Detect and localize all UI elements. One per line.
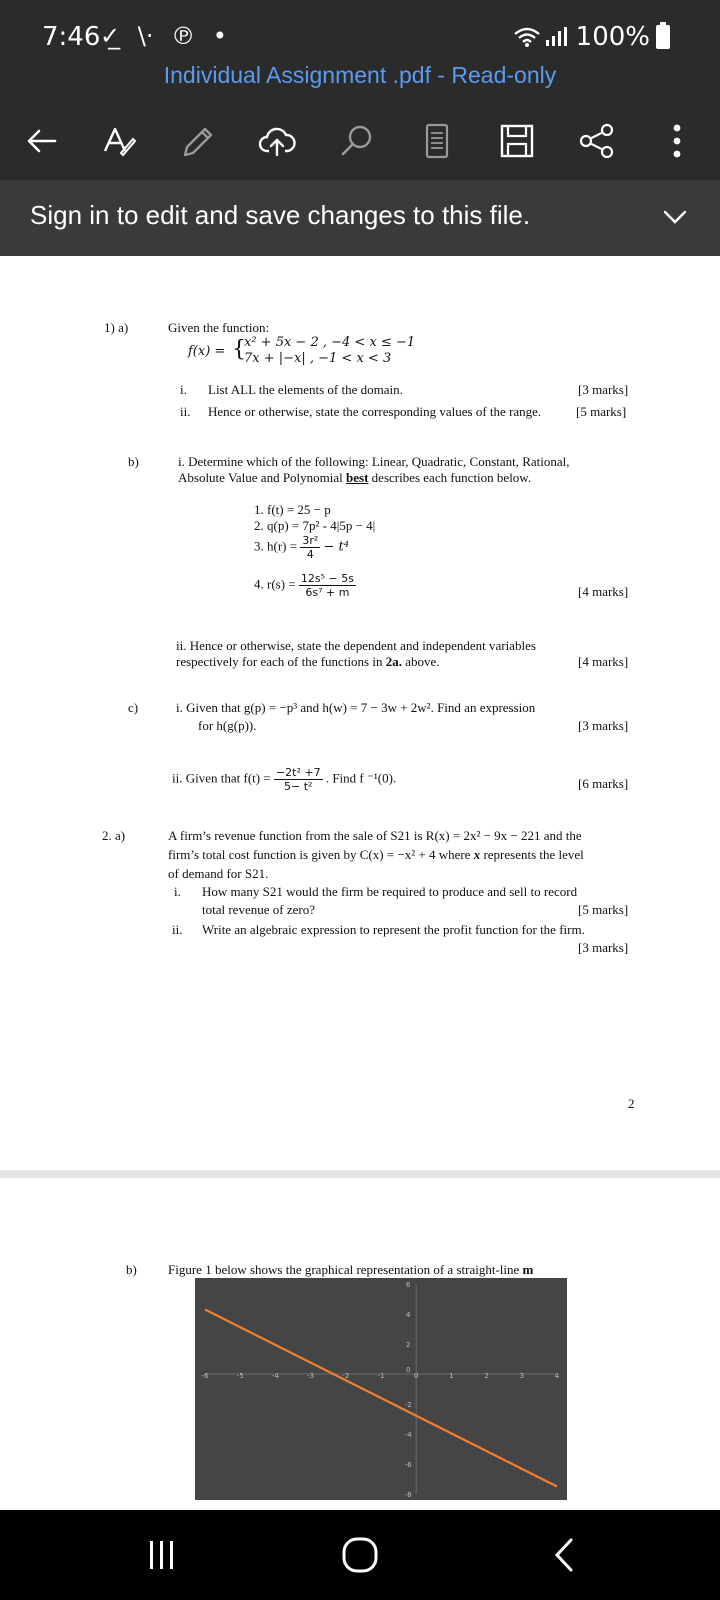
toolbar — [0, 108, 720, 174]
q1b-ii-marks: [4 marks] — [578, 654, 629, 669]
q1c-num: c) — [128, 700, 139, 715]
q1-number: 1) a) — [104, 320, 129, 335]
q2b-num: b) — [126, 1262, 137, 1277]
function-4 — [254, 572, 356, 599]
q1b-best-word: best — [346, 470, 369, 485]
q2a-line1: A firm’s revenue function from the sale of S21 is R(x) = 2x² − 9x − 221 and the — [168, 828, 582, 843]
q2a-line3: of demand for S21. — [168, 866, 269, 881]
q1a-i-num: i. — [180, 382, 187, 397]
document-title: Individual Assignment .pdf - Read-only — [163, 62, 557, 88]
x-tick-label: 2 — [484, 1372, 489, 1380]
function-3-numerator: 3r² — [302, 534, 319, 547]
q1a-ii-marks: [5 marks] — [576, 404, 627, 419]
q1a-intro: Given the function: — [168, 320, 270, 335]
x-tick-label: -5 — [236, 1372, 244, 1380]
q1c-i-marks: [3 marks] — [578, 718, 629, 733]
function-4-label: 4. r(s) = — [254, 576, 296, 592]
q1c-ii-numerator: −2t² +7 — [275, 766, 321, 779]
q2b-line-name: m — [522, 1262, 534, 1277]
q1c-i-line1: i. Given that g(p) = −p³ and h(w) = 7 − 3w + 2w². Find an expression — [176, 700, 536, 715]
q1a-ii-text: Hence or otherwise, state the corresponding values of the range. — [208, 404, 542, 419]
q1c-ii-fraction — [274, 766, 323, 793]
battery-percent: 100% — [575, 22, 650, 52]
recent-apps-icon[interactable] — [132, 1530, 192, 1580]
q1b-i-marks: [4 marks] — [578, 584, 629, 599]
share-icon[interactable] — [572, 116, 622, 166]
q1a-ii-num: ii. — [180, 404, 191, 419]
q1b-ii-line2-pre: respectively for each of the functions in — [176, 654, 383, 669]
q2b-text-pre: Figure 1 below shows the graphical representation of a straight-line — [168, 1262, 520, 1277]
back-arrow-icon[interactable] — [16, 116, 66, 166]
sign-in-banner[interactable] — [0, 180, 720, 256]
dot-icon: • — [212, 22, 227, 50]
x-tick-label: -4 — [271, 1372, 279, 1380]
piece-1: x² + 5x − 2 , −4 < x ≤ −1 — [244, 335, 416, 350]
stylus-icon: \· — [137, 22, 154, 50]
y-tick-label: 6 — [405, 1281, 411, 1289]
q2a-ii-marks: [3 marks] — [578, 940, 629, 955]
q1c-ii-marks: [6 marks] — [578, 776, 629, 791]
back-icon[interactable] — [534, 1530, 594, 1580]
q2a-line2 — [168, 847, 584, 863]
function-2: 2. q(p) = 7p² - 4|5p − 4| — [254, 518, 376, 533]
brace: { — [232, 337, 246, 362]
figure-1-chart — [195, 1278, 567, 1500]
app-header — [0, 0, 720, 180]
pdf-page-2 — [0, 1178, 720, 1508]
y-tick-label: -6 — [404, 1461, 412, 1469]
q1c-ii — [172, 766, 396, 793]
x-tick-label: -2 — [342, 1372, 350, 1380]
function-3-denominator: 4 — [306, 548, 314, 561]
pdf-page-1 — [0, 258, 720, 1170]
function-4-denominator: 6s⁷ + m — [305, 586, 350, 599]
x-tick-label: 4 — [554, 1372, 560, 1380]
q2a-i-line2: total revenue of zero? — [202, 902, 315, 917]
draw-icon[interactable] — [94, 116, 144, 166]
q2b-text — [168, 1262, 533, 1278]
q1b-num: b) — [128, 454, 139, 469]
function-3 — [254, 534, 349, 561]
save-icon[interactable] — [492, 116, 542, 166]
q1c-ii-pre: ii. Given that f(t) = — [172, 770, 271, 786]
battery-icon — [656, 25, 670, 49]
function-3-label: 3. h(r) = — [254, 538, 298, 554]
x-tick-label: 0 — [413, 1372, 419, 1380]
status-left-icons — [100, 22, 237, 50]
q2a-variable-x: x — [473, 847, 481, 862]
home-icon[interactable] — [330, 1530, 390, 1580]
q1b-i-line2 — [178, 470, 531, 486]
y-tick-label: 2 — [405, 1341, 411, 1349]
y-tick-label: -4 — [404, 1431, 412, 1439]
x-tick-label: 1 — [449, 1372, 454, 1380]
y-tick-label: -2 — [404, 1401, 412, 1409]
q1b-ii-line2 — [176, 654, 440, 670]
wifi-icon — [514, 26, 540, 48]
q2a-i-line1: How many S21 would the firm be required to produce and sell to record — [202, 884, 578, 899]
q1b-ii-line2-post: above. — [405, 654, 440, 669]
q2a-line2-pre: firm’s total cost function is given by C(x) = −x² + 4 where — [168, 847, 471, 862]
q2a-ii-text: Write an algebraic expression to represent the profit function for the firm. — [202, 922, 585, 937]
page-separator — [0, 1170, 720, 1178]
q1b-i-line2-post: describes each function below. — [371, 470, 532, 485]
y-tick-label: 0 — [405, 1366, 411, 1374]
function-4-numerator: 12s⁵ − 5s — [300, 572, 354, 585]
q2a-i-num: i. — [174, 884, 181, 899]
q1b-i-line1: i. Determine which of the following: Linear, Quadratic, Constant, Rational, — [178, 454, 570, 469]
fx-label: f(x) = — [188, 344, 226, 359]
pen-icon[interactable] — [172, 116, 222, 166]
q2a-i-marks: [5 marks] — [578, 902, 629, 917]
series-line-m — [205, 1310, 557, 1487]
chevron-down-icon[interactable] — [660, 202, 690, 232]
function-3-fraction — [300, 534, 320, 561]
q2a-ii-num: ii. — [172, 922, 183, 937]
x-tick-label: -6 — [201, 1372, 209, 1380]
q1c-ii-denominator: 5− t² — [284, 780, 313, 793]
cloud-upload-icon[interactable] — [252, 116, 302, 166]
q1b-i-line2-pre: Absolute Value and Polynomial — [178, 470, 343, 485]
x-tick-label: -3 — [307, 1372, 315, 1380]
status-right — [514, 22, 670, 52]
q1a-i-text: List ALL the elements of the domain. — [208, 382, 403, 397]
reading-view-icon[interactable] — [412, 116, 462, 166]
function-1: 1. f(t) = 25 − p — [254, 502, 331, 517]
more-options-icon[interactable] — [652, 116, 702, 166]
q2-num: 2. a) — [102, 828, 126, 843]
y-tick-label: 4 — [405, 1311, 411, 1319]
signal-icon — [544, 26, 568, 48]
q1c-i-line2: for h(g(p)). — [198, 718, 257, 733]
q1c-ii-post: . Find f ⁻¹(0). — [325, 770, 397, 786]
piece-2: 7x + |−x| , −1 < x < 3 — [244, 351, 392, 366]
y-tick-label: -8 — [404, 1491, 412, 1499]
system-nav-bar — [0, 1510, 720, 1600]
x-tick-label: -1 — [377, 1372, 385, 1380]
function-4-fraction — [299, 572, 356, 599]
q1b-ii-line1: ii. Hence or otherwise, state the dependent and independent variables — [176, 638, 536, 653]
page-number: 2 — [628, 1096, 635, 1111]
q1a-i-marks: [3 marks] — [578, 382, 629, 397]
x-tick-label: 3 — [519, 1372, 525, 1380]
q1b-ii-ref: 2a. — [385, 654, 402, 669]
search-icon[interactable] — [332, 116, 382, 166]
function-3-tail: − t⁴ — [323, 539, 349, 555]
pinterest-icon: ℗ — [171, 22, 196, 50]
check-download-icon: ✓̲ — [100, 22, 121, 50]
q2a-line2-post: represents the level — [483, 847, 584, 862]
sign-in-banner-text: Sign in to edit and save changes to this file. — [30, 200, 531, 230]
chart-svg — [195, 1278, 567, 1500]
status-time: 7:46 — [42, 22, 101, 52]
